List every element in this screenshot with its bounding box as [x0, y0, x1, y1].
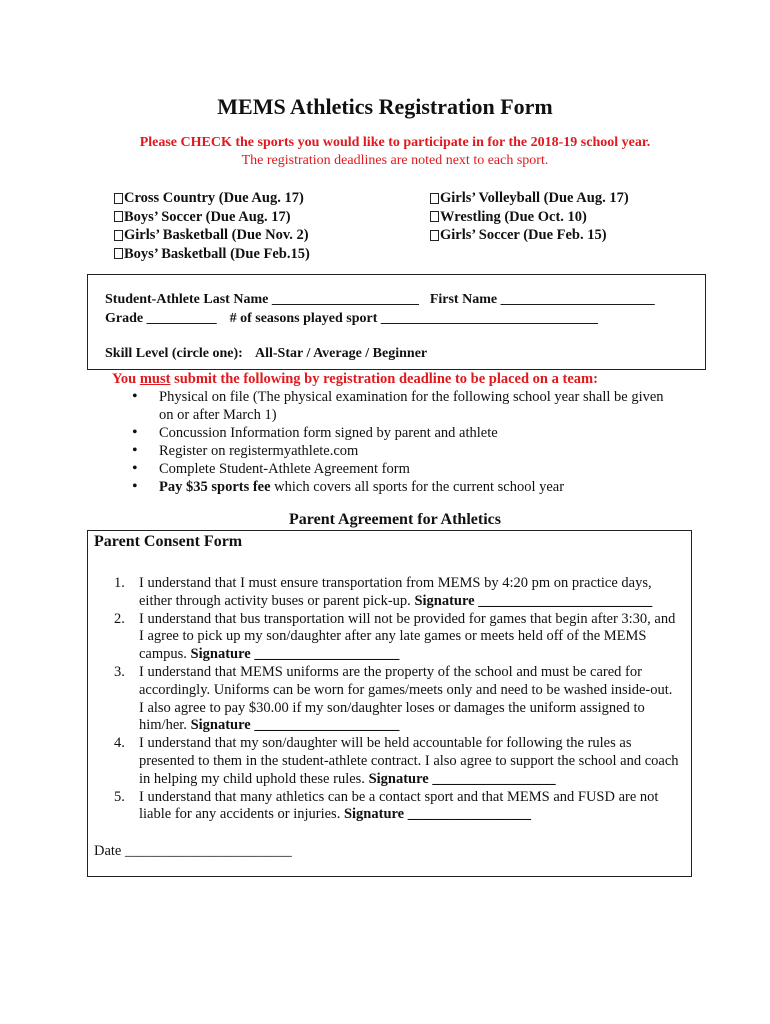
consent-item [112, 664, 680, 735]
item-number: 2. [114, 610, 125, 627]
sport-option[interactable] [430, 208, 629, 227]
requirements-heading [112, 371, 598, 388]
sport-option[interactable] [430, 189, 629, 208]
checkbox-icon[interactable] [430, 230, 439, 241]
consent-title: Parent Consent Form [94, 533, 243, 550]
checkbox-icon[interactable] [430, 193, 439, 204]
sport-label: Girls’ Basketball (Due Nov. 2) [124, 227, 309, 243]
grade-field[interactable]: __________ [146, 311, 217, 326]
list-item: • Register on registermyathlete.com [130, 442, 670, 460]
sport-label: Girls’ Volleyball (Due Aug. 17) [440, 190, 629, 206]
signature-label: Signature [368, 770, 429, 787]
list-item [130, 478, 670, 496]
seasons-label: # of seasons played sport [229, 311, 378, 326]
item-number: 4. [114, 735, 125, 752]
item-number: 1. [114, 575, 125, 591]
requirements-list [130, 388, 670, 496]
item-text: I understand that I must ensure transportation from MEMS by 4:20 pm on practice days, either through activity buses or parent pick-up. [139, 575, 652, 609]
consent-item [112, 735, 680, 788]
heading-emphasis: must [139, 371, 171, 387]
first-name-field[interactable]: ______________________ [500, 292, 655, 307]
page-title: MEMS Athletics Registration Form [217, 94, 553, 119]
signature-field[interactable]: ____________________ [254, 646, 400, 663]
list-item: • Complete Student-Athlete Agreement form [130, 460, 670, 478]
consent-item [112, 789, 680, 825]
checkbox-icon[interactable] [114, 211, 123, 222]
sport-label: Wrestling (Due Oct. 10) [440, 208, 587, 225]
sport-option[interactable] [114, 189, 310, 208]
item-text: I understand that many athletics can be a contact sport and that MEMS and FUSD are not liable for any accidents or injuries. [139, 788, 659, 823]
signature-field[interactable]: ________________________ [478, 592, 653, 609]
date-label: Date [94, 843, 122, 859]
sports-left-column [114, 189, 310, 263]
item-number: 3. [114, 663, 125, 680]
signature-label: Signature [190, 717, 251, 734]
sport-option[interactable] [114, 226, 310, 245]
date-row [94, 843, 292, 860]
item-text: I understand that my son/daughter will be held accountable for following the rules as presented to them in the student-athlete contract. I also agree to support the school and coach in helping my child uphold these rules. [139, 735, 679, 787]
checkbox-icon[interactable] [114, 193, 123, 204]
deadline-note: The registration deadlines are noted next to each sport. [241, 153, 549, 168]
checkbox-icon[interactable] [114, 248, 123, 259]
heading-text: You [112, 371, 140, 387]
first-name-label: First Name [429, 292, 498, 307]
signature-label: Signature [343, 806, 405, 823]
item-number: 5. [114, 788, 125, 805]
consent-item [112, 611, 680, 664]
sport-label: Girls’ Soccer (Due Feb. 15) [440, 227, 607, 243]
fee-text: which covers all sports for the current school year [270, 479, 565, 495]
sport-option[interactable] [114, 245, 310, 264]
sport-option[interactable] [114, 208, 310, 227]
instruction-text: Please CHECK the sports you would like to participate in for the 2018-19 school year. [139, 135, 651, 150]
sports-right-column [430, 189, 629, 245]
sport-label: Boys’ Basketball (Due Feb.15) [124, 245, 310, 262]
sport-label: Boys’ Soccer (Due Aug. 17) [124, 208, 291, 225]
signature-label: Signature [414, 592, 475, 609]
consent-item [112, 575, 680, 611]
checkbox-icon[interactable] [430, 211, 439, 222]
skill-options[interactable]: All-Star / Average / Beginner [255, 346, 428, 361]
skill-row [105, 346, 427, 362]
signature-label: Signature [190, 646, 251, 663]
list-item: • Concussion Information form signed by parent and athlete [130, 424, 670, 442]
fee-emphasis: Pay $35 sports fee [159, 479, 271, 495]
consent-list [112, 575, 680, 824]
grade-row [105, 311, 598, 327]
heading-text: submit the following by registration deadline to be placed on a team: [170, 371, 598, 387]
grade-label: Grade [105, 311, 144, 326]
sport-option[interactable] [430, 226, 629, 245]
agreement-title: Parent Agreement for Athletics [289, 511, 501, 528]
last-name-label: Student-Athlete Last Name [105, 292, 269, 307]
item-text: I understand that MEMS uniforms are the property of the school and must be cared for accordingly. Uniforms can be worn for games/meets only and need to be washed inside-out. I also agree to pay $30.00 if my son/daughter loses or damages the uniform assigned to him/her. [139, 663, 673, 734]
date-field[interactable]: _______________________ [125, 843, 292, 859]
sport-label: Cross Country (Due Aug. 17) [124, 190, 304, 206]
name-row [105, 292, 655, 308]
seasons-field[interactable]: _______________________________ [380, 311, 598, 326]
signature-field[interactable]: _________________ [407, 806, 531, 823]
last-name-field[interactable]: _____________________ [271, 292, 419, 307]
signature-field[interactable]: ____________________ [254, 717, 400, 734]
checkbox-icon[interactable] [114, 230, 123, 241]
item-text: I understand that bus transportation will not be provided for games that begin after 3:30, and I agree to pick up my son/daughter after any late games or meets held off of the MEMS campus. [139, 610, 676, 663]
signature-field[interactable]: _________________ [432, 770, 556, 787]
skill-label: Skill Level (circle one): [105, 346, 243, 361]
list-item: • Physical on file (The physical examination for the following school year shall be given on or after March 1) [130, 388, 670, 424]
